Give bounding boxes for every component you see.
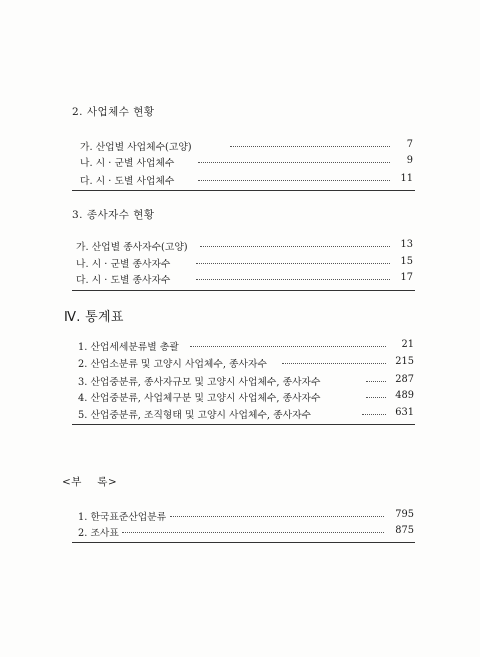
dot-leader [282, 363, 386, 364]
section-heading-appendix: <부 록> [62, 476, 118, 488]
section-heading-workers: 3. 종사자수 현황 [72, 209, 155, 221]
toc-entry-label: 1. 한국표준산업분류 [78, 512, 167, 523]
toc-entry[interactable] [76, 272, 413, 286]
toc-entry-page: 215 [395, 356, 414, 367]
toc-entry-label: 4. 산업중분류, 사업체구분 및 고양시 사업체수, 종사자수 [78, 393, 321, 404]
dot-leader [190, 346, 386, 347]
section-rule [72, 290, 415, 291]
toc-entry-page: 631 [395, 407, 414, 418]
toc-entry-page: 875 [395, 525, 414, 536]
toc-entry-page: 21 [401, 339, 414, 350]
toc-entry-label: 다. 시 · 도별 종사자수 [76, 275, 171, 286]
toc-entry-page: 13 [400, 239, 413, 250]
toc-entry[interactable] [80, 155, 413, 169]
toc-entry-label: 2. 산업소분류 및 고양시 사업체수, 종사자수 [78, 359, 267, 370]
section-rule [72, 542, 415, 543]
toc-entry-page: 15 [400, 256, 413, 267]
dot-leader [196, 279, 390, 280]
dot-leader [366, 381, 386, 382]
toc-entry-page: 287 [395, 374, 414, 385]
dot-leader [230, 146, 390, 147]
dot-leader [196, 263, 390, 264]
toc-entry-label: 3. 산업중분류, 종사자규모 및 고양시 사업체수, 종사자수 [78, 377, 321, 388]
toc-entry[interactable] [76, 256, 413, 270]
toc-entry[interactable] [76, 239, 413, 253]
toc-entry-page: 795 [395, 509, 414, 520]
section-heading-establishments: 2. 사업체수 현황 [72, 106, 155, 118]
toc-entry-page: 7 [406, 139, 413, 150]
dot-leader [170, 516, 384, 517]
toc-entry[interactable] [80, 173, 413, 187]
toc-entry-page: 11 [400, 173, 413, 184]
toc-entry-label: 다. 시 · 도별 사업체수 [80, 176, 175, 187]
toc-entry[interactable] [78, 356, 414, 370]
toc-entry-label: 2. 조사표 [78, 528, 119, 539]
section-rule [72, 424, 415, 425]
toc-entry-page: 9 [406, 155, 413, 166]
dot-leader [198, 162, 390, 163]
toc-entry-label: 나. 시 · 군별 사업체수 [80, 158, 175, 169]
toc-entry[interactable] [78, 525, 414, 539]
toc-entry-label: 5. 산업중분류, 조직형태 및 고양시 사업체수, 종사자수 [78, 410, 311, 421]
dot-leader [122, 532, 384, 533]
toc-entry-label: 가. 산업별 종사자수(고양) [76, 242, 188, 253]
toc-entry[interactable] [78, 390, 414, 404]
toc-entry-label: 가. 산업별 사업체수(고양) [80, 142, 192, 153]
toc-entry[interactable] [78, 339, 414, 353]
toc-entry-label: 1. 산업세세분류별 총괄 [78, 342, 179, 353]
toc-entry-label: 나. 시 · 군별 종사자수 [76, 259, 171, 270]
toc-entry[interactable] [78, 374, 414, 388]
dot-leader [362, 414, 386, 415]
toc-entry-page: 17 [400, 272, 413, 283]
toc-entry[interactable] [78, 407, 414, 421]
dot-leader [366, 397, 386, 398]
dot-leader [200, 246, 390, 247]
dot-leader [198, 180, 390, 181]
toc-entry-page: 489 [395, 390, 414, 401]
toc-entry[interactable] [80, 139, 413, 153]
section-rule [72, 190, 415, 191]
section-heading-statistical-tables: Ⅳ. 통계표 [64, 310, 124, 325]
toc-entry[interactable] [78, 509, 414, 523]
